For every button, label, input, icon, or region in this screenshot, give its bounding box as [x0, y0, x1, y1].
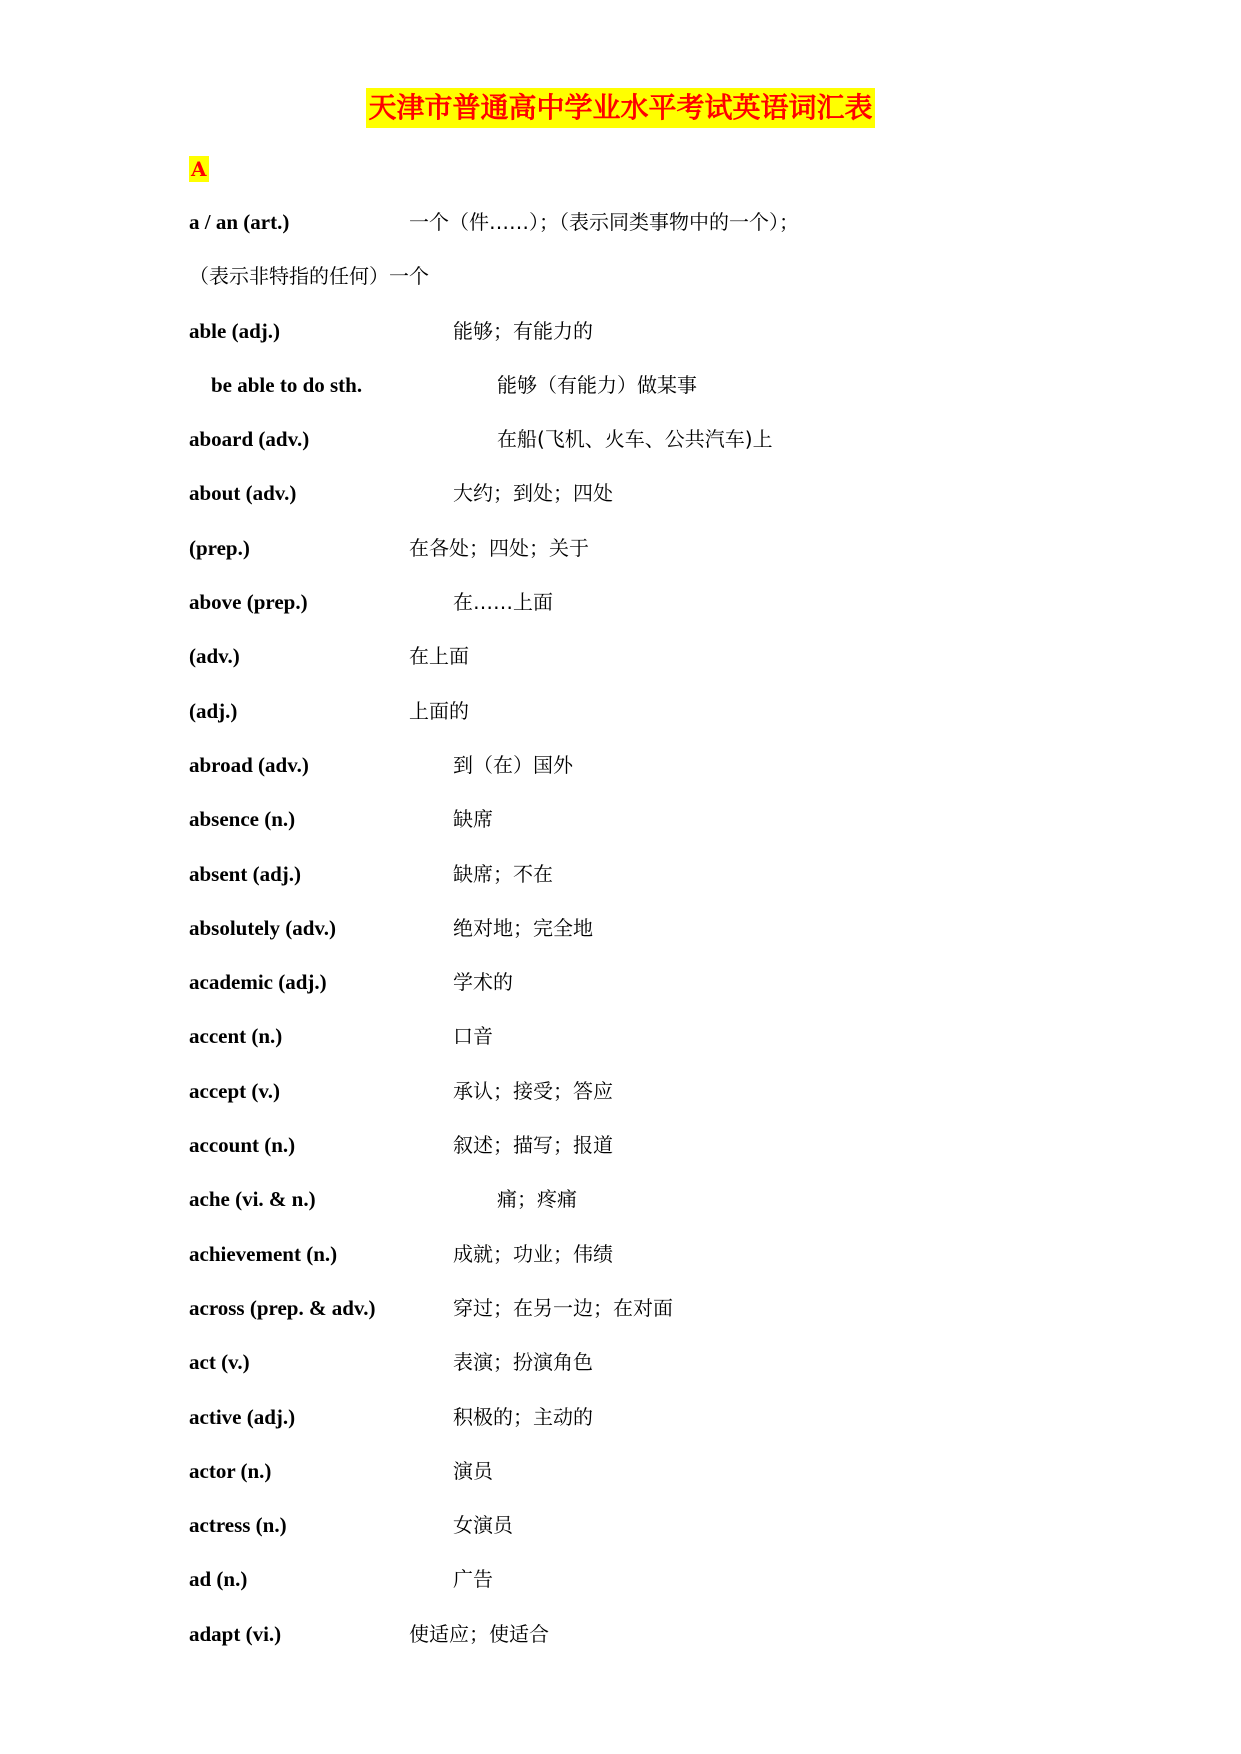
list-item [0, 967, 1241, 1021]
entry-term: achievement (n.) [189, 1241, 338, 1266]
list-item [0, 478, 1241, 532]
entry-definition: 表演；扮演角色 [453, 1350, 593, 1375]
entry-definition: 大约；到处；四处 [453, 481, 613, 506]
list-item [0, 1619, 1241, 1673]
entry-term: ad (n.) [189, 1567, 248, 1592]
list-item [0, 1184, 1241, 1238]
entry-definition: 上面的 [409, 698, 469, 723]
entry-definition: 穿过；在另一边；在对面 [453, 1295, 673, 1320]
list-item [0, 1239, 1241, 1293]
entry-term: adapt (vi.) [189, 1621, 282, 1646]
entry-term: across (prep. & adv.) [189, 1295, 376, 1320]
list-item [0, 1510, 1241, 1564]
section-letter: A [191, 157, 207, 181]
list-item [0, 804, 1241, 858]
list-item [0, 1293, 1241, 1347]
entry-definition: 在船(飞机、火车、公共汽车)上 [497, 427, 773, 452]
entry-definition: 缺席；不在 [453, 861, 553, 886]
entry-definition: 绝对地；完全地 [453, 915, 593, 940]
list-item [0, 261, 1241, 315]
entry-definition: 在上面 [409, 644, 469, 669]
list-item [0, 316, 1241, 370]
entry-term: active (adj.) [189, 1404, 296, 1429]
entry-definition: 在各处；四处；关于 [409, 535, 589, 560]
list-item [0, 587, 1241, 641]
entry-term: abroad (adv.) [189, 752, 309, 777]
entry-definition: 叙述；描写；报道 [453, 1133, 613, 1158]
entry-term: absent (adj.) [189, 861, 302, 886]
list-item [0, 696, 1241, 750]
list-item [0, 533, 1241, 587]
entry-term: act (v.) [189, 1350, 250, 1375]
entry-term: account (n.) [189, 1133, 296, 1158]
vocabulary-list [0, 207, 1241, 1673]
entry-definition: 广告 [453, 1567, 493, 1592]
entry-definition: （表示非特指的任何）一个 [189, 264, 429, 289]
entry-term: accept (v.) [189, 1078, 280, 1103]
list-item [0, 1564, 1241, 1618]
entry-term: about (adv.) [189, 481, 297, 506]
entry-definition: 承认；接受；答应 [453, 1078, 613, 1103]
list-item [0, 641, 1241, 695]
entry-definition: 在……上面 [453, 590, 553, 615]
entry-definition: 能够；有能力的 [453, 318, 593, 343]
list-item [0, 1130, 1241, 1184]
list-item [0, 1347, 1241, 1401]
entry-definition: 到（在）国外 [453, 752, 573, 777]
entry-definition: 演员 [453, 1458, 493, 1483]
list-item [0, 859, 1241, 913]
list-item [0, 1076, 1241, 1130]
entry-definition: 学术的 [453, 970, 513, 995]
list-item [0, 1402, 1241, 1456]
entry-term: be able to do sth. [211, 372, 363, 397]
entry-definition: 缺席 [453, 807, 493, 832]
list-item [0, 913, 1241, 967]
entry-definition: 能够（有能力）做某事 [497, 372, 697, 397]
entry-definition: 痛；疼痛 [497, 1187, 577, 1212]
entry-term: (prep.) [189, 535, 250, 560]
list-item [0, 1021, 1241, 1075]
list-item [0, 207, 1241, 261]
entry-term: actress (n.) [189, 1513, 287, 1538]
entry-term: actor (n.) [189, 1458, 272, 1483]
list-item [0, 424, 1241, 478]
entry-term: above (prep.) [189, 590, 308, 615]
page-title: 天津市普通高中学业水平考试英语词汇表 [366, 88, 874, 128]
entry-definition: 口音 [453, 1024, 493, 1049]
entry-term: (adj.) [189, 698, 238, 723]
list-item [0, 1456, 1241, 1510]
entry-term: absence (n.) [189, 807, 296, 832]
entry-term: aboard (adv.) [189, 427, 310, 452]
entry-definition: 使适应；使适合 [409, 1621, 549, 1646]
title-wrap [0, 88, 1241, 128]
entry-definition: 成就；功业；伟绩 [453, 1241, 613, 1266]
list-item [0, 750, 1241, 804]
list-item [0, 370, 1241, 424]
entry-definition: 一个（件……）；（表示同类事物中的一个）； [409, 210, 799, 234]
entry-term: absolutely (adv.) [189, 915, 337, 940]
entry-term: a / an (art.) [189, 210, 290, 234]
entry-term: (adv.) [189, 644, 240, 669]
entry-term: academic (adj.) [189, 970, 327, 995]
entry-term: able (adj.) [189, 318, 280, 343]
entry-term: accent (n.) [189, 1024, 283, 1049]
entry-term: ache (vi. & n.) [189, 1187, 316, 1212]
entry-definition: 积极的；主动的 [453, 1404, 593, 1429]
entry-definition: 女演员 [453, 1513, 513, 1538]
